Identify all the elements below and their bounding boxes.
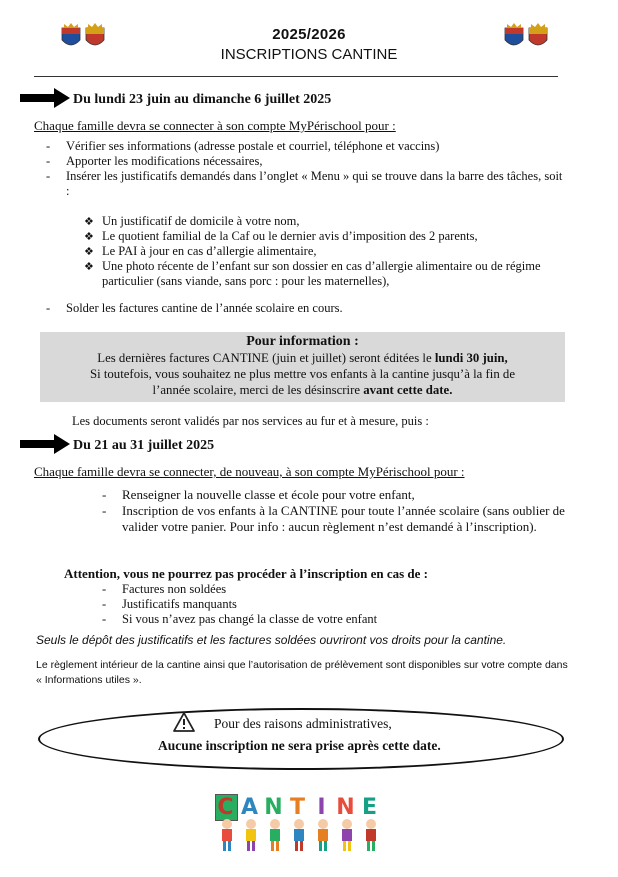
period2-heading: Du 21 au 31 juillet 2025 — [73, 438, 215, 453]
cantine-letter: E — [361, 794, 380, 820]
document-year: 2025/2026 — [272, 26, 346, 43]
info-box-line — [40, 350, 565, 366]
arrow-right-icon — [20, 88, 70, 108]
cantine-letter: N — [336, 794, 357, 820]
list-item: - Insérer les justificatifs demandés dans l’onglet « Menu » qui se trouve dans la barre des tâches, soit : — [36, 169, 566, 199]
info-text: Les dernières factures CANTINE (juin et juillet) seront éditées le — [97, 351, 435, 365]
cantine-letter: N — [264, 794, 285, 820]
info-text: l’année scolaire, merci de les désinscrire — [152, 383, 364, 397]
cantine-letter: C — [215, 794, 238, 821]
children-icon — [215, 818, 385, 854]
info-box-title: Pour information : — [246, 334, 359, 349]
info-deadline: avant cette date. — [363, 383, 453, 397]
list-item: ❖ Un justificatif de domicile à votre nom, — [84, 214, 566, 229]
list-item: - Si vous n’avez pas changé la classe de votre enfant — [92, 612, 562, 627]
period1-intro: Chaque famille devra se connecter à son compte MyPérischool pour : — [34, 118, 396, 133]
list-item: - Vérifier ses informations (adresse postale et courriel, téléphone et vaccins) — [36, 139, 566, 154]
attention-list — [92, 582, 562, 627]
rules-note: Le règlement intérieur de la cantine ainsi que l’autorisation de prélèvement sont disponibles sur votre compte dans « Informations utiles ». — [36, 659, 568, 686]
info-box-line — [40, 382, 565, 398]
period1-sublist — [84, 214, 566, 289]
warning-line2: Aucune inscription ne sera prise après cette date. — [158, 738, 441, 753]
list-item: ❖ Le PAI à jour en cas d’allergie alimentaire, — [84, 244, 566, 259]
info-box — [40, 332, 565, 402]
period2-list — [92, 487, 566, 535]
info-box-line: Si toutefois, vous souhaitez ne plus mettre vos enfants à la cantine jusqu’à la fin de — [89, 367, 516, 381]
period1-heading: Du lundi 23 juin au dimanche 6 juillet 2025 — [73, 92, 332, 107]
cantine-letter: T — [289, 794, 307, 820]
cantine-letter: A — [240, 794, 261, 820]
cantine-letters — [215, 794, 385, 820]
list-item: ❖ Le quotient familial de la Caf ou le dernier avis d’imposition des 2 parents, — [84, 229, 566, 244]
attention-text: Attention, vous ne pourrez pas procéder à l’inscription en cas de : — [64, 566, 428, 581]
document-title: INSCRIPTIONS CANTINE — [220, 46, 398, 63]
validation-note: Les documents seront validés par nos services au fur et à mesure, puis : — [72, 414, 429, 428]
italic-note: Seuls le dépôt des justificatifs et les factures soldées ouvriront vos droits pour la cantine. — [36, 633, 507, 647]
list-item: - Justificatifs manquants — [92, 597, 562, 612]
header-divider — [34, 76, 558, 77]
period2-intro: Chaque famille devra se connecter, de nouveau, à son compte MyPérischool pour : — [34, 464, 465, 479]
list-item: - Solder les factures cantine de l’année scolaire en cours. — [36, 301, 566, 316]
period1-list — [36, 139, 566, 199]
info-date: lundi 30 juin, — [434, 351, 508, 365]
warning-line1: Pour des raisons administratives, — [214, 716, 392, 731]
warning-icon — [172, 711, 196, 733]
list-item: - Renseigner la nouvelle classe et école pour votre enfant, — [92, 487, 566, 503]
list-item: - Apporter les modifications nécessaires, — [36, 154, 566, 169]
period1-list-end — [36, 301, 566, 316]
cantine-letter: I — [317, 794, 328, 820]
list-item: - Inscription de vos enfants à la CANTINE pour toute l’année scolaire (sans oublier de valider votre panier. Pour info : aucun règlement n’est demandé à l’inscription). — [92, 503, 566, 535]
list-item: ❖ Une photo récente de l’enfant sur son dossier en cas d’allergie alimentaire ou de régime particulier (sans viande, sans porc : pour les maternelles), — [84, 259, 566, 289]
list-item: - Factures non soldées — [92, 582, 562, 597]
cantine-logo — [215, 794, 385, 854]
arrow-right-icon — [20, 434, 70, 454]
